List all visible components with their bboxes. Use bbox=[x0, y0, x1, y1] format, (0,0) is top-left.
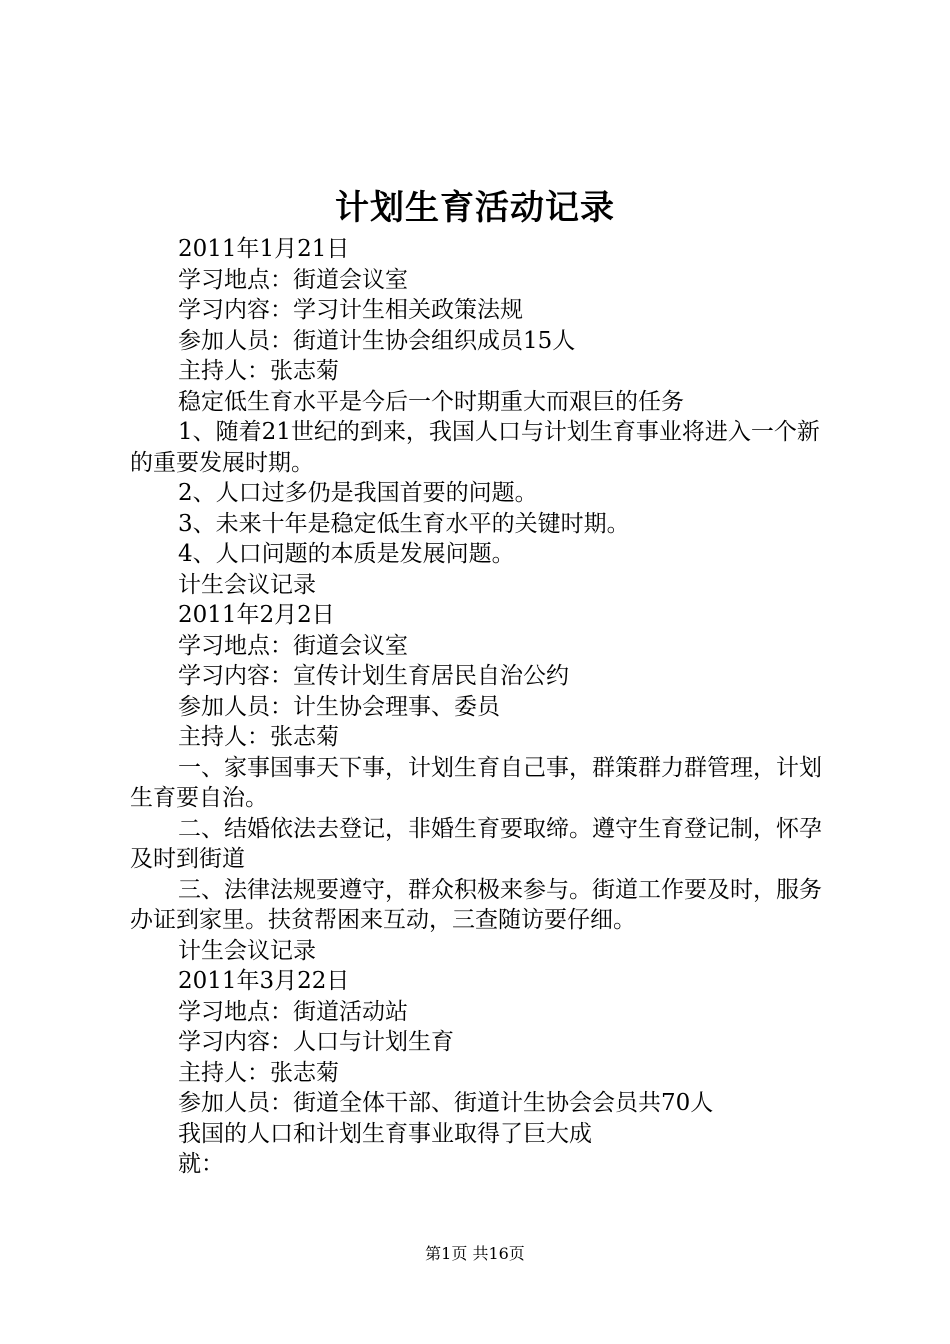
paragraph-date-3: 2011年3月22日 bbox=[178, 968, 350, 994]
paragraph-section-title-3: 计生会议记录 bbox=[178, 937, 316, 964]
paragraph-rule-2: 二、结婚依法去登记，非婚生育要取缔。遵守生育登记制，怀孕及时到街道 bbox=[130, 815, 822, 872]
paragraph-rule-1: 一、家事国事天下事，计划生育自己事，群策群力群管理，计划生育要自治。 bbox=[130, 754, 822, 811]
paragraph-point-3: 3、未来十年是稳定低生育水平的关键时期。 bbox=[178, 510, 630, 537]
paragraph-host-2: 主持人：张志菊 bbox=[178, 724, 339, 750]
paragraph-attendees-1: 参加人员：街道计生协会组织成员15人 bbox=[178, 327, 576, 354]
paragraph-content-2: 学习内容：宣传计划生育居民自治公约 bbox=[178, 663, 569, 689]
paragraph-summary-3: 我国的人口和计划生育事业取得了巨大成 bbox=[178, 1120, 592, 1147]
paragraph-content-3: 学习内容：人口与计划生育 bbox=[178, 1029, 454, 1055]
paragraph-attendees-3: 参加人员：街道全体干部、街道计生协会会员共70人 bbox=[178, 1090, 714, 1116]
paragraph-host-1: 主持人：张志菊 bbox=[178, 358, 339, 384]
paragraph-point-4: 4、人口问题的本质是发展问题。 bbox=[178, 541, 515, 567]
paragraph-rule-3: 三、法律法规要遵守，群众积极来参与。街道工作要及时，服务办证到家里。扶贫帮困来互动，三查随访要仔细。 bbox=[130, 876, 822, 933]
page-number-footer: 第1页 共16页 bbox=[425, 1244, 525, 1263]
paragraph-location-3: 学习地点：街道活动站 bbox=[178, 998, 408, 1025]
paragraph-date-1: 2011年1月21日 bbox=[178, 236, 350, 262]
paragraph-section-title-2: 计生会议记录 bbox=[178, 571, 316, 598]
paragraph-content-1: 学习内容：学习计生相关政策法规 bbox=[178, 297, 523, 323]
paragraph-point-2: 2、人口过多仍是我国首要的问题。 bbox=[178, 480, 538, 506]
paragraph-summary-continued-3: 就： bbox=[178, 1151, 224, 1177]
paragraph-point-1: 1、随着21世纪的到来，我国人口与计划生育事业将进入一个新的重要发展时期。 bbox=[130, 419, 820, 476]
paragraph-host-3: 主持人：张志菊 bbox=[178, 1059, 339, 1086]
paragraph-date-2: 2011年2月2日 bbox=[178, 602, 335, 628]
paragraph-attendees-2: 参加人员：计生协会理事、委员 bbox=[178, 693, 500, 720]
paragraph-location-1: 学习地点：街道会议室 bbox=[178, 266, 408, 293]
document-title: 计划生育活动记录 bbox=[335, 188, 615, 228]
document-body bbox=[130, 234, 842, 1180]
paragraph-heading-1: 稳定低生育水平是今后一个时期重大而艰巨的任务 bbox=[178, 388, 684, 415]
paragraph-location-2: 学习地点：街道会议室 bbox=[178, 632, 408, 659]
